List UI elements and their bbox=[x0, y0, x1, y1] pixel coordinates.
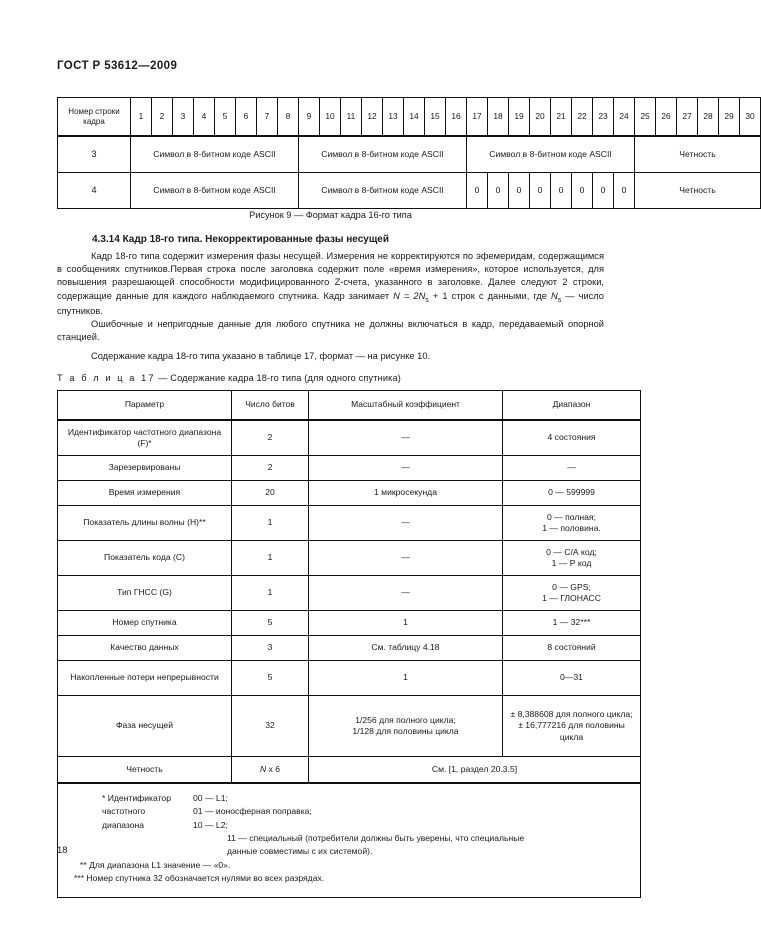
note-star-value-5: данные совместимы с их системой). bbox=[227, 846, 373, 857]
column-header-parameter: Параметр bbox=[58, 391, 232, 421]
table-row bbox=[58, 136, 761, 173]
column-header-8: 8 bbox=[278, 98, 299, 137]
cell-range: — bbox=[503, 456, 641, 481]
frame-cell-zero: 0 bbox=[530, 173, 551, 209]
frame-line-number: 3 bbox=[58, 136, 131, 173]
cell-scale: — bbox=[309, 420, 503, 456]
frame-cell-ascii-1: Символ в 8-битном коде ASCII bbox=[131, 136, 299, 173]
section-heading: 4.3.14 Кадр 18-го типа. Некорректированные фазы несущей bbox=[92, 234, 389, 245]
column-header-24: 24 bbox=[614, 98, 635, 137]
cell-scale: — bbox=[309, 456, 503, 481]
cell-parameter: Накопленные потери непрерывности bbox=[58, 661, 232, 696]
column-header-1: 1 bbox=[131, 98, 152, 137]
cell-scale: 1 микросекунда bbox=[309, 481, 503, 506]
cell-range: ± 8,388608 для полного цикла; ± 16,777216 для половины цикла bbox=[503, 696, 641, 757]
column-header-9: 9 bbox=[299, 98, 320, 137]
cell-parameter: Зарезервированы bbox=[58, 456, 232, 481]
cell-range: 0 — С/А код; 1 — Р код bbox=[503, 541, 641, 576]
column-header-30: 30 bbox=[740, 98, 761, 137]
table-17-body bbox=[58, 391, 641, 898]
column-header-4: 4 bbox=[194, 98, 215, 137]
frame-cell-zero: 0 bbox=[593, 173, 614, 209]
table-row bbox=[58, 506, 641, 541]
frame-cell-zero: 0 bbox=[467, 173, 488, 209]
formula-subscript-s: s bbox=[425, 296, 429, 304]
column-header-14: 14 bbox=[404, 98, 425, 137]
column-header-28: 28 bbox=[698, 98, 719, 137]
cell-parameter: Номер спутника bbox=[58, 611, 232, 636]
cell-bits: 1 bbox=[232, 541, 309, 576]
table-row bbox=[58, 173, 761, 209]
cell-scale: — bbox=[309, 576, 503, 611]
table-row bbox=[58, 696, 641, 757]
cell-bits: 32 bbox=[232, 696, 309, 757]
parity-bits-var: N bbox=[259, 763, 267, 774]
note-double-star: ** Для диапазона L1 значение — «0». bbox=[80, 859, 231, 870]
note-line bbox=[68, 792, 630, 805]
table-17 bbox=[57, 390, 641, 898]
note-triple-star: *** Номер спутника 32 обозначается нулями во всех разрядах. bbox=[74, 872, 325, 883]
paragraph-1-text: Кадр 18-го типа содержит измерения фазы несущей. Измерения не корректируются по эфемеридам, содержащимся в сообщениях спутников.Первая строка после заголовка содержит поле «время измерения», которое используется, для повышения разрешающей способности модифицированного Z-счета, указанного в заголовке. Далее следуют 2 строки, содержащие данные для каждого наблюдаемого спутника. bbox=[57, 251, 604, 301]
paragraph-1-formula-prefix: Кадр занимает bbox=[323, 290, 394, 301]
frame-cell-ascii-1: Символ в 8-битном коде ASCII bbox=[131, 173, 299, 209]
column-header-26: 26 bbox=[656, 98, 677, 137]
cell-scale: См. [1, раздел 20.3.5] bbox=[309, 757, 641, 784]
table-row bbox=[58, 611, 641, 636]
column-header-21: 21 bbox=[551, 98, 572, 137]
frame-cell-zero: 0 bbox=[551, 173, 572, 209]
cell-scale: 1 bbox=[309, 611, 503, 636]
column-header-bits: Число битов bbox=[232, 391, 309, 421]
cell-bits: 5 bbox=[232, 661, 309, 696]
cell-parameter: Тип ГНСС (G) bbox=[58, 576, 232, 611]
column-header-27: 27 bbox=[677, 98, 698, 137]
cell-bits: 3 bbox=[232, 636, 309, 661]
frame-format-table-body bbox=[58, 98, 761, 209]
frame-cell-zero: 0 bbox=[614, 173, 635, 209]
formula-n-equals: N = 2N bbox=[393, 290, 426, 301]
cell-parameter: Показатель длины волны (Н)** bbox=[58, 506, 232, 541]
frame-line-number: 4 bbox=[58, 173, 131, 209]
cell-scale: — bbox=[309, 541, 503, 576]
cell-range: 1 — 32*** bbox=[503, 611, 641, 636]
cell-range: 0 — полная; 1 — половина. bbox=[503, 506, 641, 541]
cell-parameter: Идентификатор частотного диапазона (F)* bbox=[58, 420, 232, 456]
column-header-11: 11 bbox=[341, 98, 362, 137]
column-header-20: 20 bbox=[530, 98, 551, 137]
paragraph-2 bbox=[57, 318, 604, 344]
table-17-caption-text: — Содержание кадра 18-го типа (для одного спутника) bbox=[155, 373, 401, 383]
table-row bbox=[58, 636, 641, 661]
frame-cell-ascii-2: Символ в 8-битном коде ASCII bbox=[299, 136, 467, 173]
table-row-header bbox=[58, 98, 761, 137]
column-header-19: 19 bbox=[509, 98, 530, 137]
column-header-17: 17 bbox=[467, 98, 488, 137]
column-header-12: 12 bbox=[362, 98, 383, 137]
note-star-value-1: 00 — L1; bbox=[193, 793, 228, 803]
column-header-18: 18 bbox=[488, 98, 509, 137]
cell-scale: См. таблицу 4.18 bbox=[309, 636, 503, 661]
frame-cell-ascii-3: Символ в 8-битном коде ASCII bbox=[467, 136, 635, 173]
note-star-value-4: 11 — специальный (потребители должны быть уверены, что специальные bbox=[227, 832, 525, 843]
table-row bbox=[58, 420, 641, 456]
notes-block bbox=[68, 792, 630, 885]
frame-cell-parity: Четность bbox=[635, 136, 761, 173]
column-header-5: 5 bbox=[215, 98, 236, 137]
page-number: 18 bbox=[57, 845, 68, 856]
frame-cell-zero: 0 bbox=[488, 173, 509, 209]
paragraph-2-text: Ошибочные и непригодные данные для любого спутника не должны включаться в кадр, передаваемый опорной станцией. bbox=[57, 319, 604, 343]
note-star-label-2: частотного bbox=[102, 806, 146, 817]
table-row bbox=[58, 456, 641, 481]
frame-cell-ascii-2: Символ в 8-битном коде ASCII bbox=[299, 173, 467, 209]
column-header-22: 22 bbox=[572, 98, 593, 137]
paragraph-3 bbox=[57, 350, 604, 363]
column-header-13: 13 bbox=[383, 98, 404, 137]
column-header-7: 7 bbox=[257, 98, 278, 137]
cell-bits bbox=[232, 757, 309, 784]
paragraph-1 bbox=[57, 250, 604, 319]
frame-line-number-header: Номер строки кадра bbox=[58, 98, 131, 137]
note-line bbox=[68, 805, 630, 818]
cell-bits: 5 bbox=[232, 611, 309, 636]
paragraph-1-formula-mid: + 1 строк с данными, где bbox=[428, 290, 551, 301]
column-header-range: Диапазон bbox=[503, 391, 641, 421]
note-star-label-3: диапазона bbox=[102, 819, 145, 830]
cell-bits: 2 bbox=[232, 420, 309, 456]
cell-range: 4 состояния bbox=[503, 420, 641, 456]
cell-parameter: Фаза несущей bbox=[58, 696, 232, 757]
frame-cell-zero: 0 bbox=[572, 173, 593, 209]
frame-cell-parity: Четность bbox=[635, 173, 761, 209]
paragraph-3-text: Содержание кадра 18-го типа указано в таблице 17, формат — на рисунке 10. bbox=[91, 351, 431, 361]
column-header-23: 23 bbox=[593, 98, 614, 137]
table-row-notes bbox=[58, 783, 641, 898]
column-header-10: 10 bbox=[320, 98, 341, 137]
cell-bits: 20 bbox=[232, 481, 309, 506]
cell-parameter: Качество данных bbox=[58, 636, 232, 661]
note-line bbox=[68, 819, 630, 832]
column-header-25: 25 bbox=[635, 98, 656, 137]
table-row bbox=[58, 757, 641, 784]
column-header-3: 3 bbox=[173, 98, 194, 137]
table-17-notes bbox=[58, 783, 641, 898]
note-star-value-2: 01 — ионосферная поправка; bbox=[193, 806, 312, 817]
cell-range: 0 — 599999 bbox=[503, 481, 641, 506]
column-header-scale: Масштабный коэффициент bbox=[309, 391, 503, 421]
formula-var-n: N bbox=[550, 290, 558, 301]
cell-range: 0 — GPS; 1 — ГЛОНАСС bbox=[503, 576, 641, 611]
column-header-29: 29 bbox=[719, 98, 740, 137]
formula-subscript-s2: s bbox=[557, 296, 562, 304]
cell-range: 0—31 bbox=[503, 661, 641, 696]
paragraph-1-formula-suffix: — число спутников. bbox=[57, 290, 604, 317]
cell-bits: 2 bbox=[232, 456, 309, 481]
column-header-2: 2 bbox=[152, 98, 173, 137]
parity-bits-rest: x 6 bbox=[266, 763, 281, 774]
cell-scale: — bbox=[309, 506, 503, 541]
figure-caption: Рисунок 9 — Формат кадра 16-го типа bbox=[249, 210, 412, 220]
frame-format-table bbox=[57, 97, 761, 209]
table-row-header bbox=[58, 391, 641, 421]
cell-parameter: Показатель кода (С) bbox=[58, 541, 232, 576]
column-header-16: 16 bbox=[446, 98, 467, 137]
cell-bits: 1 bbox=[232, 576, 309, 611]
table-row bbox=[58, 576, 641, 611]
table-17-caption-label: Т а б л и ц а 17 bbox=[57, 373, 156, 383]
table-17-caption bbox=[57, 373, 401, 383]
table-row bbox=[58, 481, 641, 506]
table-row bbox=[58, 661, 641, 696]
note-star-label-1: * Идентификатор bbox=[102, 793, 171, 803]
cell-scale: 1 bbox=[309, 661, 503, 696]
frame-cell-zero: 0 bbox=[509, 173, 530, 209]
standard-header: ГОСТ Р 53612—2009 bbox=[57, 60, 178, 72]
table-row bbox=[58, 541, 641, 576]
cell-range: 8 состояний bbox=[503, 636, 641, 661]
column-header-6: 6 bbox=[236, 98, 257, 137]
note-star-value-3: 10 — L2; bbox=[193, 819, 228, 830]
cell-parameter: Четность bbox=[58, 757, 232, 784]
cell-parameter: Время измерения bbox=[58, 481, 232, 506]
column-header-15: 15 bbox=[425, 98, 446, 137]
cell-bits: 1 bbox=[232, 506, 309, 541]
cell-scale: 1/256 для полного цикла; 1/128 для половины цикла bbox=[309, 696, 503, 757]
